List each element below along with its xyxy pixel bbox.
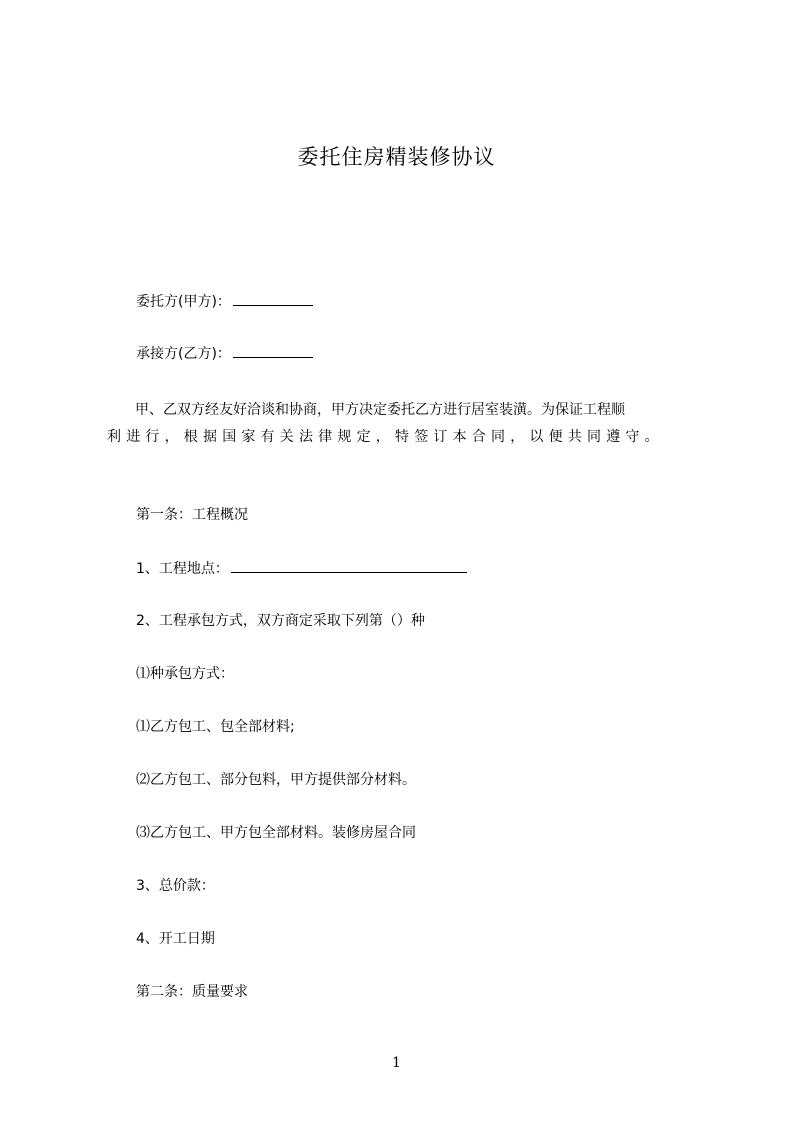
- party-b-line: [136, 343, 313, 364]
- party-b-blank: [233, 343, 313, 358]
- sub-intro: ⑴种承包方式：: [136, 666, 234, 682]
- intro-line-2: 利进行，根据国家有关法律规定，特签订本合同，以便共同遵守。: [107, 429, 664, 445]
- document-title: 委托住房精装修协议: [297, 145, 496, 169]
- item-1-label: 1、工程地点：: [136, 561, 229, 577]
- location-blank: [231, 558, 467, 573]
- intro-paragraph: [107, 397, 691, 451]
- page-number: 1: [392, 1055, 401, 1071]
- party-b-label: 承接方(乙方)：: [136, 346, 231, 362]
- party-a-label: 委托方(甲方)：: [136, 294, 231, 310]
- option-1: ⑴乙方包工、包全部材料;: [136, 719, 295, 735]
- item-1-line: [136, 558, 467, 579]
- option-3: ⑶乙方包工、甲方包全部材料。装修房屋合同: [136, 825, 416, 841]
- intro-line-1: 甲、乙双方经友好洽谈和协商，甲方决定委托乙方进行居室装潢。为保证工程顺: [135, 402, 625, 418]
- party-a-line: [136, 291, 313, 312]
- item-4: 4、开工日期: [136, 931, 215, 947]
- article-1-heading: 第一条：工程概况: [136, 507, 248, 523]
- article-2-heading: 第二条：质量要求: [136, 984, 248, 1000]
- item-3: 3、总价款：: [136, 878, 215, 894]
- option-2: ⑵乙方包工、部分包料，甲方提供部分材料。: [136, 772, 416, 788]
- item-2: 2、工程承包方式，双方商定采取下列第（）种: [136, 613, 425, 629]
- party-a-blank: [233, 291, 313, 306]
